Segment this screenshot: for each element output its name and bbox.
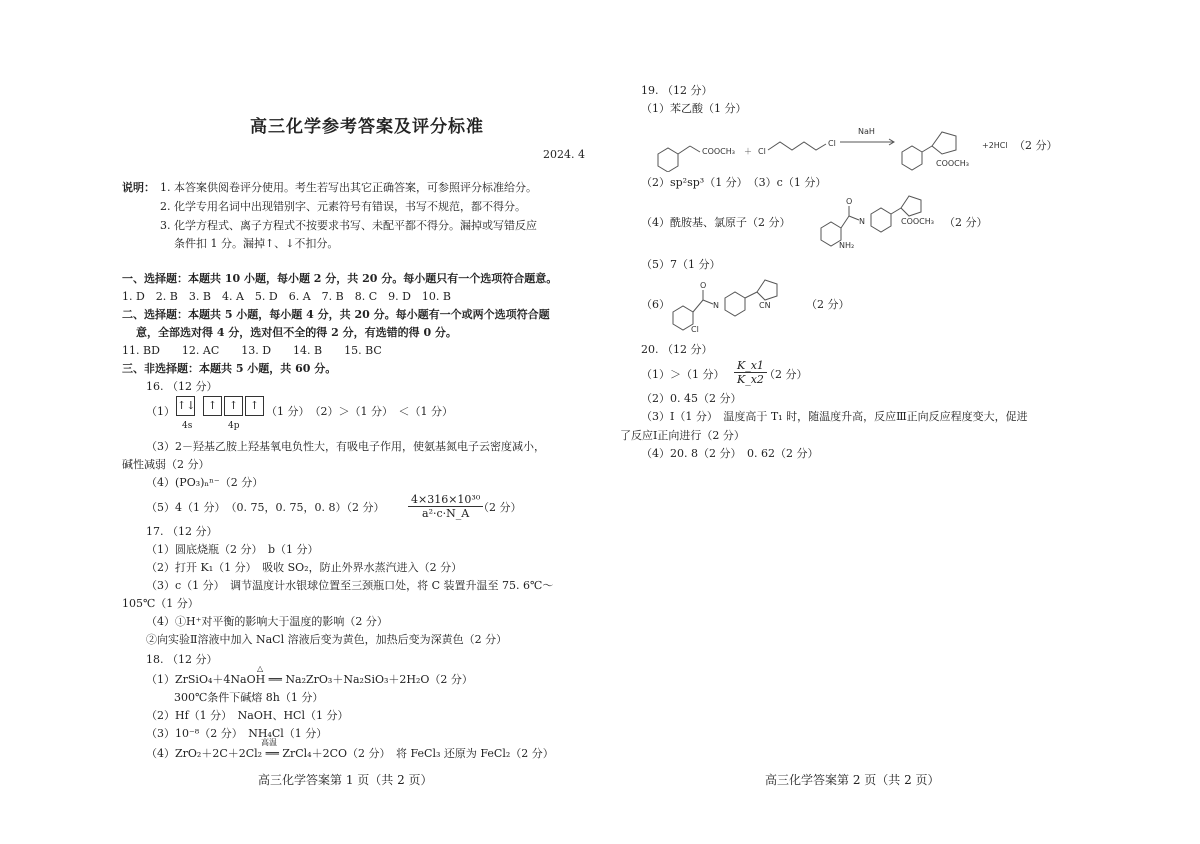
part2-heading-cont: 意，全部选对得 4 分，选对但不全的得 2 分，有选错的得 0 分。 <box>136 326 457 339</box>
bond-cn <box>849 216 859 220</box>
page-title: 高三化学参考答案及评分标准 <box>250 117 484 137</box>
alkyl-chain <box>768 142 826 150</box>
bond-quat-2 <box>745 292 757 298</box>
q18-head: 18. （12 分） <box>146 653 218 666</box>
note-2: 2. 化学专用名词中出现错别字、元素符号有错误，书写不规范，都不得分。 <box>160 200 526 213</box>
q16-l4: （5）4（1 分） （0. 75，0. 75，0. 8）（2 分） <box>146 501 385 514</box>
part2-answers: 11. BD 12. AC 13. D 14. B 15. BC <box>122 344 382 357</box>
note-3-cont: 条件扣 1 分。漏掉↑、↓不扣分。 <box>174 237 339 250</box>
q17-l2: （2）打开 K₁（1 分） 吸收 SO₂，防止外界水蒸汽进入（2 分） <box>146 561 463 574</box>
notes-label: 说明： <box>122 181 155 194</box>
q20-l1-score: （2 分） <box>764 368 808 381</box>
part2-heading: 二、选择题：本题共 5 小题，每小题 4 分，共 20 分。每小题有一个或两个选项符合题 <box>122 308 550 321</box>
phenyl-ring-2 <box>725 292 745 316</box>
nh2-label: NH₂ <box>839 241 855 250</box>
part1-answers: 1. D 2. B 3. B 4. A 5. D 6. A 7. B 8. C 9. D 10. B <box>122 290 452 303</box>
q18-l1-condition: △ <box>257 664 264 673</box>
bond-ch2 <box>678 146 690 154</box>
q18-l3: （3）10⁻⁸（2 分） NH₄Cl（1 分） <box>146 727 328 740</box>
chloride-right: Cl <box>828 139 836 148</box>
benzene-ring-reactant <box>658 148 678 172</box>
equilibrium-ratio <box>734 359 767 386</box>
part3-heading: 三、非选择题：本题共 5 小题，共 60 分。 <box>122 362 337 375</box>
product-ester-label: COOCH₃ <box>936 159 969 168</box>
note-1: 1. 本答案供阅卷评分使用。考生若写出其它正确答案，可参照评分标准给分。 <box>160 181 537 194</box>
orbital-4p-cell-1: ↑ <box>203 396 222 416</box>
bond-carbonyl-2 <box>693 300 703 312</box>
fraction-numerator: 4×316×10³⁰ <box>408 493 483 507</box>
cyclopentane-ring-2 <box>901 196 921 216</box>
cyano-label: CN <box>759 301 771 310</box>
structure-q19-4 <box>815 192 945 250</box>
reactant-ester-label: COOCH₃ <box>702 147 735 156</box>
q18-l4: （4）ZrO₂＋2C＋2Cl₂ ══ ZrCl₄＋2CO（2 分） 将 FeCl₃ 还原为 FeCl₂（2 分） <box>146 747 554 760</box>
structure-q19-6 <box>665 276 805 334</box>
q19-eq-score: （2 分） <box>1014 139 1058 152</box>
q16-head: 16. （12 分） <box>146 380 218 393</box>
density-fraction <box>408 493 483 520</box>
q17-l4: （4）①H⁺对平衡的影响大于温度的影响（2 分） <box>146 615 388 628</box>
reagent-label: NaH <box>858 127 875 136</box>
bond-carbonyl <box>841 216 849 228</box>
q17-l3: （3）c（1 分） 调节温度计水银球位置至三颈瓶口处，将 C 装置升温至 75. 6℃～ <box>146 579 554 592</box>
q17-head: 17. （12 分） <box>146 525 218 538</box>
part1-heading: 一、选择题：本题共 10 小题，每小题 2 分，共 20 分。每小题只有一个选项符合题意。 <box>122 272 558 285</box>
orbital-4p-cell-3: ↑ <box>245 396 264 416</box>
benzene-ring-product <box>902 146 922 170</box>
cyclopentane-ring-3 <box>757 280 777 300</box>
q19-l1: （1）苯乙酸（1 分） <box>641 102 747 115</box>
orbital-diagram <box>176 396 266 416</box>
note-3: 3. 化学方程式、离子方程式不按要求书写、未配平都不得分。漏掉或写错反应 <box>160 219 537 232</box>
footer-right: 高三化学答案第 2 页（共 2 页） <box>765 773 940 787</box>
q19-l4-score: （2 分） <box>944 216 988 229</box>
aniline-ring <box>821 222 841 246</box>
bond-ring-attach <box>922 146 932 152</box>
chlorine-label: Cl <box>691 325 699 334</box>
orbital-4s-label: 4s <box>182 421 193 431</box>
orbital-4s-cell: ↑↓ <box>176 396 195 416</box>
bond-ester <box>690 146 700 152</box>
q20-head: 20. （12 分） <box>641 343 713 356</box>
ratio-numerator: K_x1 <box>734 359 767 373</box>
q16-l1-label: （1） <box>146 405 175 418</box>
orbital-4p-cell-2: ↑ <box>224 396 243 416</box>
phenyl-ring <box>871 208 891 232</box>
q20-l3-cont: 了反应Ⅰ正向进行（2 分） <box>620 429 745 442</box>
q17-l3-cont: 105℃（1 分） <box>122 597 199 610</box>
reaction-scheme <box>640 122 1060 172</box>
ester-label: COOCH₃ <box>901 217 934 226</box>
fraction-denominator: a²·c·N_A <box>422 507 470 520</box>
oxygen-label-2: O <box>700 281 707 290</box>
plus-sign: ＋ <box>744 147 752 156</box>
q16-frac-score: （2 分） <box>478 501 522 514</box>
q16-l2-cont: 碱性减弱（2 分） <box>122 458 210 471</box>
q16-l3: （4）(PO₃)ₙⁿ⁻（2 分） <box>146 476 264 489</box>
q18-l2: （2）Hf（1 分） NaOH、HCl（1 分） <box>146 709 349 722</box>
ratio-denominator: K_x2 <box>737 373 764 386</box>
hcl-label: +2HCl <box>982 141 1008 150</box>
cyclopentane-ring <box>932 132 956 154</box>
q16-l1-rest: （1 分） （2）＞（1 分） ＜（1 分） <box>266 405 453 418</box>
chloride-left: Cl <box>758 147 766 156</box>
q19-l6: （6） <box>641 298 670 311</box>
q19-l5: （5）7（1 分） <box>641 258 721 271</box>
q19-l6-score: （2 分） <box>806 298 850 311</box>
q20-l4: （4）20. 8（2 分） 0. 62（2 分） <box>641 447 819 460</box>
q17-l4-cont: ②向实验Ⅱ溶液中加入 NaCl 溶液后变为黄色，加热后变为深黄色（2 分） <box>146 633 508 646</box>
q20-l2: （2）0. 45（2 分） <box>641 392 742 405</box>
footer-left: 高三化学答案第 1 页（共 2 页） <box>258 773 433 787</box>
q20-l3: （3）Ⅰ（1 分） 温度高于 T₁ 时，随温度升高，反应Ⅲ正向反应程度变大，促进 <box>641 410 1028 423</box>
oxygen-label: O <box>846 197 853 206</box>
nitrogen-label-2: N <box>713 301 719 310</box>
q17-l1: （1）圆底烧瓶（2 分） b（1 分） <box>146 543 319 556</box>
bond-quat <box>891 208 901 214</box>
q19-l4: （4）酰胺基、氯原子（2 分） <box>641 216 791 229</box>
orbital-4p-label: 4p <box>228 421 240 431</box>
q18-l1: （1）ZrSiO₄＋4NaOH ══ Na₂ZrO₃＋Na₂SiO₃＋2H₂O（2 分） <box>146 673 473 686</box>
q20-l1: （1）＞（1 分） <box>641 368 725 381</box>
q16-l2: （3）2－羟基乙胺上羟基氧电负性大，有吸电子作用，使氨基氮电子云密度减小， <box>146 440 545 453</box>
q18-l4-condition: 高温 <box>261 738 277 747</box>
q18-l1-cont: 300℃条件下碱熔 8h（1 分） <box>174 691 324 704</box>
bond-cn-2 <box>703 300 713 304</box>
nitrogen-label: N <box>859 217 865 226</box>
q19-head: 19. （12 分） <box>641 84 713 97</box>
date: 2024. 4 <box>543 148 585 161</box>
chloro-ring <box>673 306 693 330</box>
q19-l2: （2）sp²sp³（1 分） （3）c（1 分） <box>641 176 827 189</box>
